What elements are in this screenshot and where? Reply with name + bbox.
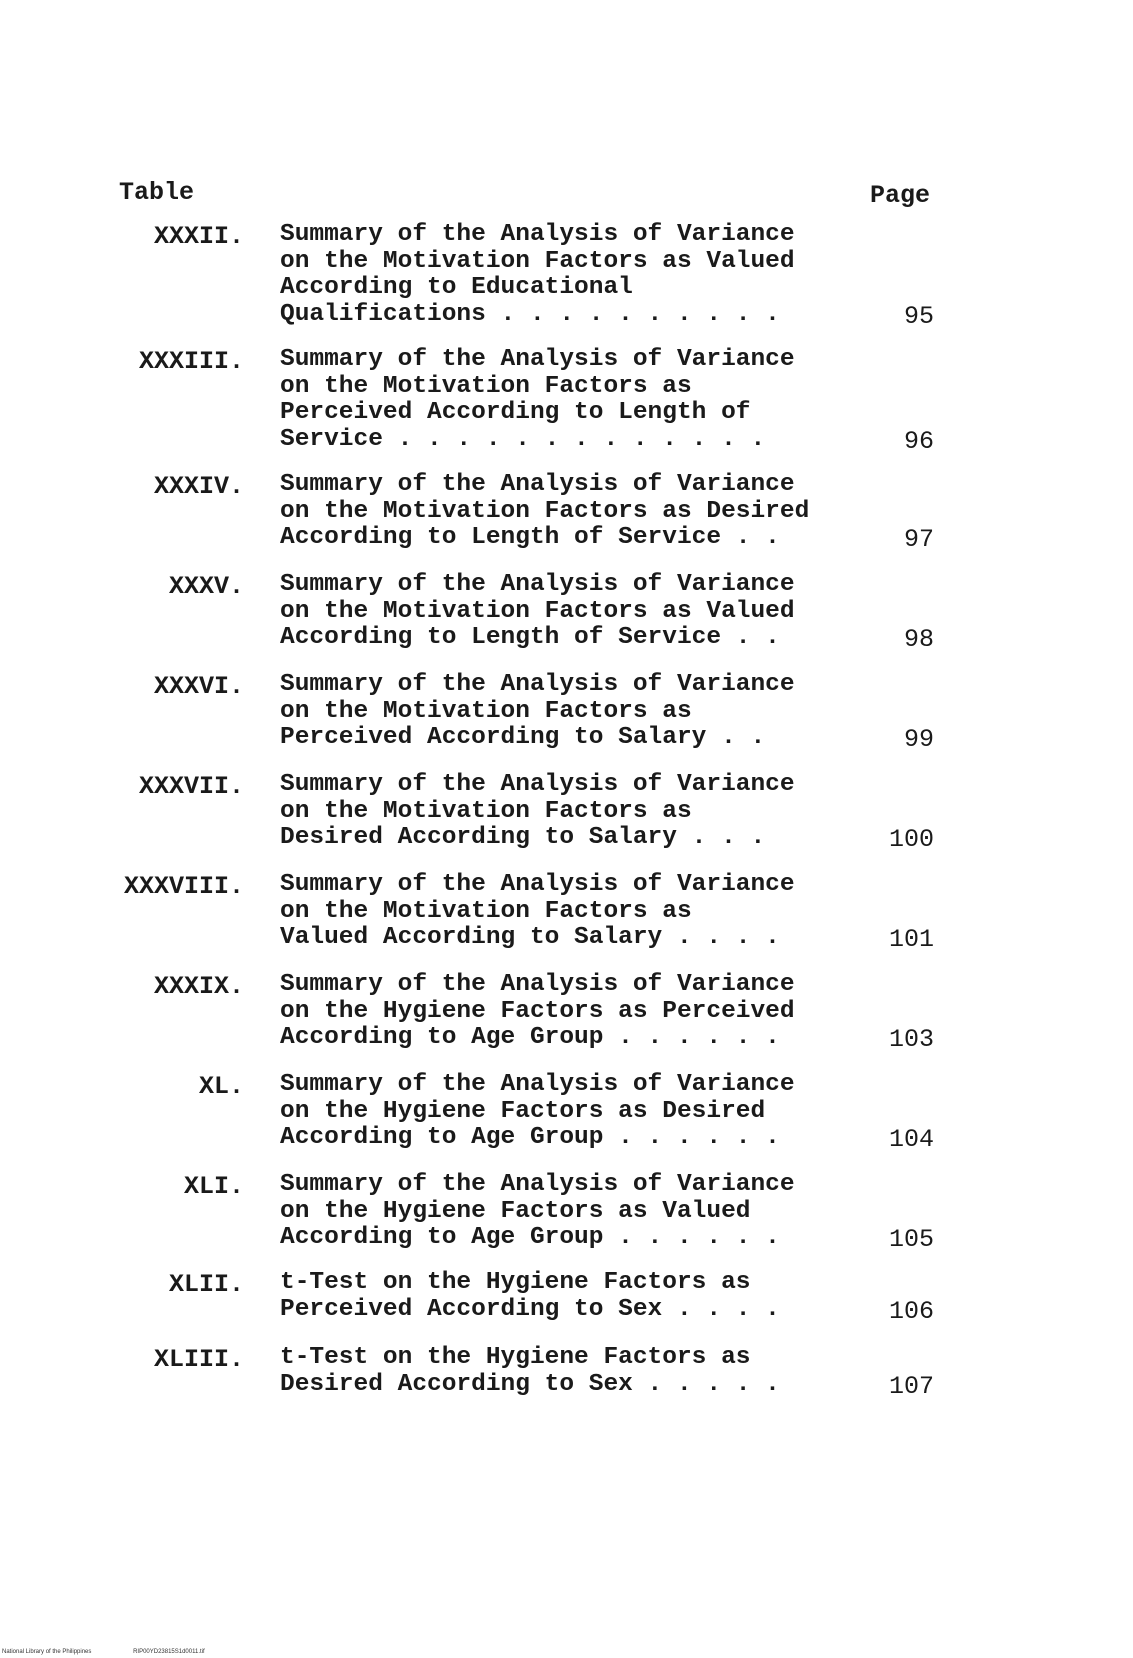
- title-line: Desired According to Salary . . .: [280, 824, 766, 851]
- table-title: [280, 772, 795, 852]
- table-title: [280, 1345, 780, 1398]
- title-line: Perceived According to Salary . .: [280, 724, 766, 751]
- table-number: XXXV.: [168, 572, 244, 601]
- table-number: XXXVII.: [138, 772, 244, 801]
- title-line: t-Test on the Hygiene Factors as: [280, 1269, 751, 1296]
- page-number: 104: [888, 1125, 934, 1154]
- table-title: [280, 1270, 780, 1323]
- table-number: XXXIX.: [153, 972, 244, 1001]
- page-number: 101: [888, 925, 934, 954]
- title-line: on the Motivation Factors as: [280, 372, 692, 400]
- table-number: XLI.: [183, 1172, 244, 1201]
- page-number: 96: [903, 426, 934, 456]
- table-number: XXXIII.: [138, 347, 244, 376]
- title-line: Summary of the Analysis of Variance: [280, 1071, 795, 1098]
- page-number: 105: [888, 1225, 934, 1254]
- table-number: XLIII.: [153, 1345, 244, 1374]
- table-title: [280, 1072, 795, 1152]
- title-line: Desired According to Sex . . . . .: [280, 1370, 780, 1398]
- title-line: on the Hygiene Factors as Perceived: [280, 997, 795, 1025]
- title-line: on the Motivation Factors as: [280, 897, 692, 925]
- table-title: [280, 672, 795, 752]
- page-number: 106: [888, 1296, 934, 1326]
- title-line: Qualifications . . . . . . . . . .: [280, 300, 780, 328]
- title-line: Summary of the Analysis of Variance: [280, 571, 795, 598]
- title-line: According to Length of Service . .: [280, 624, 780, 651]
- title-line: on the Hygiene Factors as Desired: [280, 1097, 766, 1125]
- title-line: Summary of the Analysis of Variance: [280, 346, 795, 373]
- table-title: [280, 572, 795, 652]
- title-line: Service . . . . . . . . . . . . .: [280, 425, 766, 453]
- table-number: XXXVI.: [153, 672, 244, 701]
- table-number: XL.: [198, 1072, 244, 1101]
- table-title: [280, 1172, 795, 1252]
- file-id: RIP00YD23815S1d0011.tif: [133, 1649, 205, 1655]
- table-number: XXXVIII.: [123, 872, 244, 901]
- title-line: Perceived According to Length of: [280, 399, 751, 426]
- title-line: Summary of the Analysis of Variance: [280, 1171, 795, 1198]
- page-number: 98: [903, 625, 934, 654]
- page-number: 103: [888, 1025, 934, 1054]
- title-line: According to Length of Service . .: [280, 524, 780, 551]
- table-title: [280, 222, 795, 328]
- page-number: 107: [888, 1371, 934, 1401]
- table-title: [280, 347, 795, 453]
- library-credit: National Library of the Philippines: [2, 1649, 92, 1655]
- title-line: According to Educational: [280, 274, 633, 301]
- table-number: XLII.: [168, 1270, 244, 1299]
- title-line: Summary of the Analysis of Variance: [280, 671, 795, 698]
- table-title: [280, 872, 795, 952]
- title-line: Summary of the Analysis of Variance: [280, 771, 795, 798]
- table-column-header: Table: [119, 178, 195, 207]
- table-title: [280, 472, 809, 552]
- page-number: 99: [903, 725, 934, 754]
- title-line: Perceived According to Sex . . . .: [280, 1295, 780, 1323]
- page-number: 95: [903, 301, 934, 331]
- title-line: Summary of the Analysis of Variance: [280, 871, 795, 898]
- table-number: XXXII.: [153, 222, 244, 251]
- title-line: on the Motivation Factors as: [280, 797, 692, 825]
- title-line: According to Age Group . . . . . .: [280, 1124, 780, 1151]
- table-number: XXXIV.: [153, 472, 244, 501]
- scan-footer: [2, 1649, 245, 1655]
- page-number: 100: [888, 825, 934, 854]
- title-line: on the Motivation Factors as Desired: [280, 497, 810, 525]
- title-line: on the Motivation Factors as: [280, 697, 692, 725]
- title-line: on the Motivation Factors as Valued: [280, 597, 795, 625]
- page-number: 97: [903, 525, 934, 554]
- title-line: According to Age Group . . . . . .: [280, 1224, 780, 1251]
- title-line: Summary of the Analysis of Variance: [280, 971, 795, 998]
- title-line: Valued According to Salary . . . .: [280, 924, 780, 951]
- table-title: [280, 972, 795, 1052]
- title-line: Summary of the Analysis of Variance: [280, 471, 795, 498]
- title-line: on the Motivation Factors as Valued: [280, 247, 795, 275]
- title-line: on the Hygiene Factors as Valued: [280, 1197, 751, 1225]
- page-column-header: Page: [870, 181, 931, 210]
- title-line: t-Test on the Hygiene Factors as: [280, 1344, 751, 1371]
- title-line: Summary of the Analysis of Variance: [280, 221, 795, 248]
- title-line: According to Age Group . . . . . .: [280, 1024, 780, 1051]
